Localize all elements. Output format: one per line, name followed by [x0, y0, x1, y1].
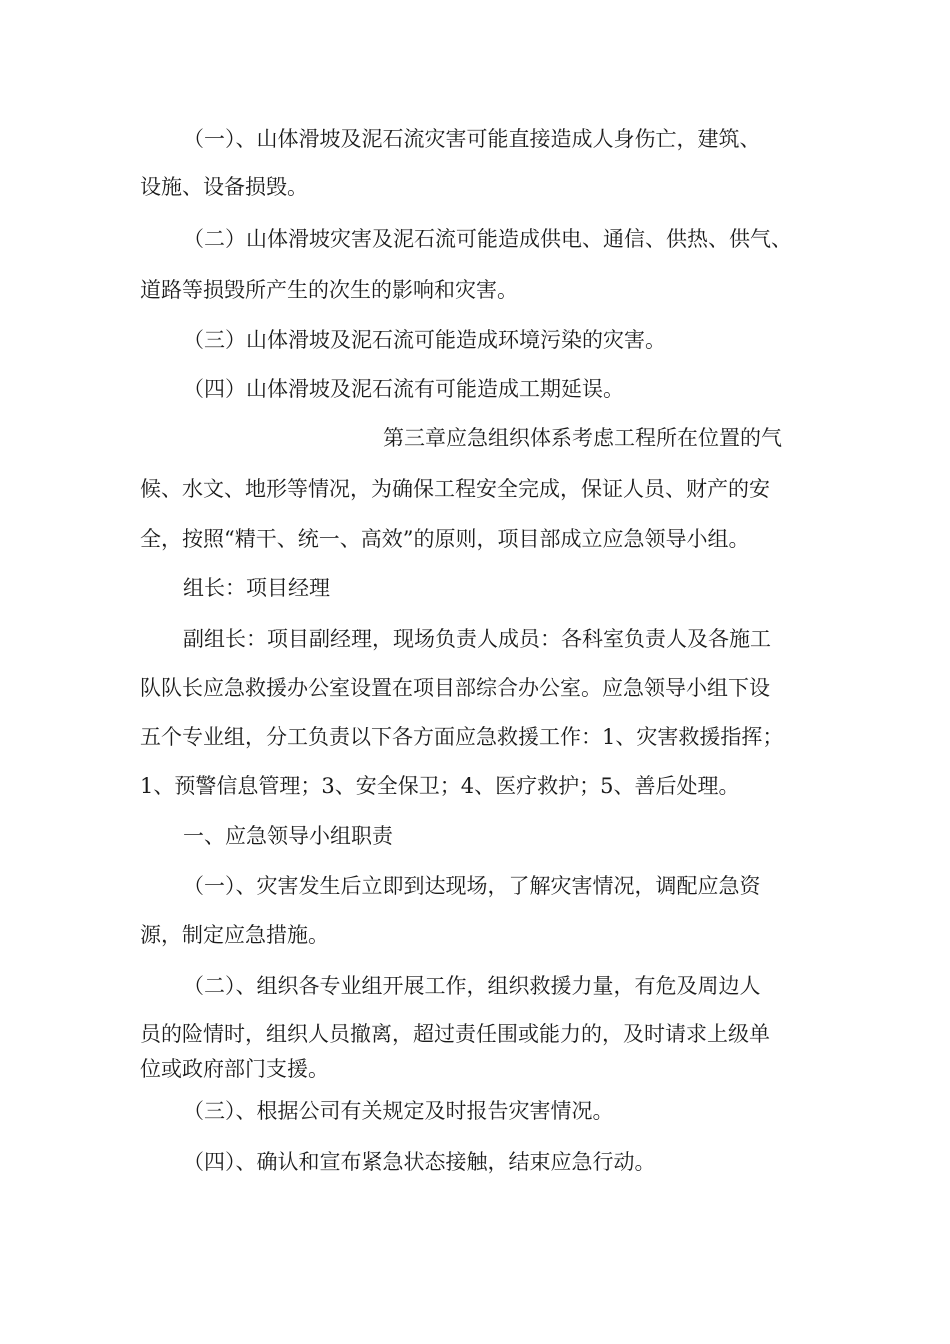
text-line: （二）、组织各专业组开展工作，组织救援力量，有危及周边人 [183, 974, 761, 998]
text-line: （二）山体滑坡灾害及泥石流可能造成供电、通信、供热、供气、 [183, 227, 792, 251]
text-line: 组长：项目经理 [183, 576, 330, 600]
text-line: 位或政府部门支援。 [140, 1057, 329, 1081]
text-line: （三）山体滑坡及泥石流可能造成环境污染的灾害。 [183, 328, 666, 352]
text-line: （三）、根据公司有关规定及时报告灾害情况。 [183, 1099, 614, 1123]
text-line: 道路等损毁所产生的次生的影响和灾害。 [140, 278, 518, 302]
text-line: 五个专业组，分工负责以下各方面应急救援工作：1、灾害救援指挥； [140, 725, 784, 749]
text-line: （四）山体滑坡及泥石流有可能造成工期延误。 [183, 377, 624, 401]
text-line: 副组长：项目副经理，现场负责人成员：各科室负责人及各施工 [183, 627, 771, 651]
section-heading: 一、应急领导小组职责 [183, 824, 393, 848]
chapter-heading-line: 第三章应急组织体系考虑工程所在位置的气 [383, 426, 782, 450]
text-line: 员的险情时，组织人员撤离，超过责任围或能力的，及时请求上级单 [140, 1022, 770, 1046]
text-line: 1、预警信息管理；3、安全保卫；4、医疗救护；5、善后处理。 [140, 774, 740, 798]
text-line: （一）、山体滑坡及泥石流灾害可能直接造成人身伤亡，建筑、 [183, 127, 761, 151]
text-line: 全，按照“精干、统一、高效”的原则，项目部成立应急领导小组。 [140, 527, 750, 551]
text-line: （一）、灾害发生后立即到达现场，了解灾害情况，调配应急资 [183, 874, 761, 898]
text-line: 设施、设备损毁。 [140, 175, 308, 199]
text-line: 队队长应急救援办公室设置在项目部综合办公室。应急领导小组下设 [140, 676, 770, 700]
text-line: （四）、确认和宣布紧急状态接触，结束应急行动。 [183, 1150, 656, 1174]
text-line: 源，制定应急措施。 [140, 923, 329, 947]
text-line: 候、水文、地形等情况，为确保工程安全完成，保证人员、财产的安 [140, 477, 770, 501]
